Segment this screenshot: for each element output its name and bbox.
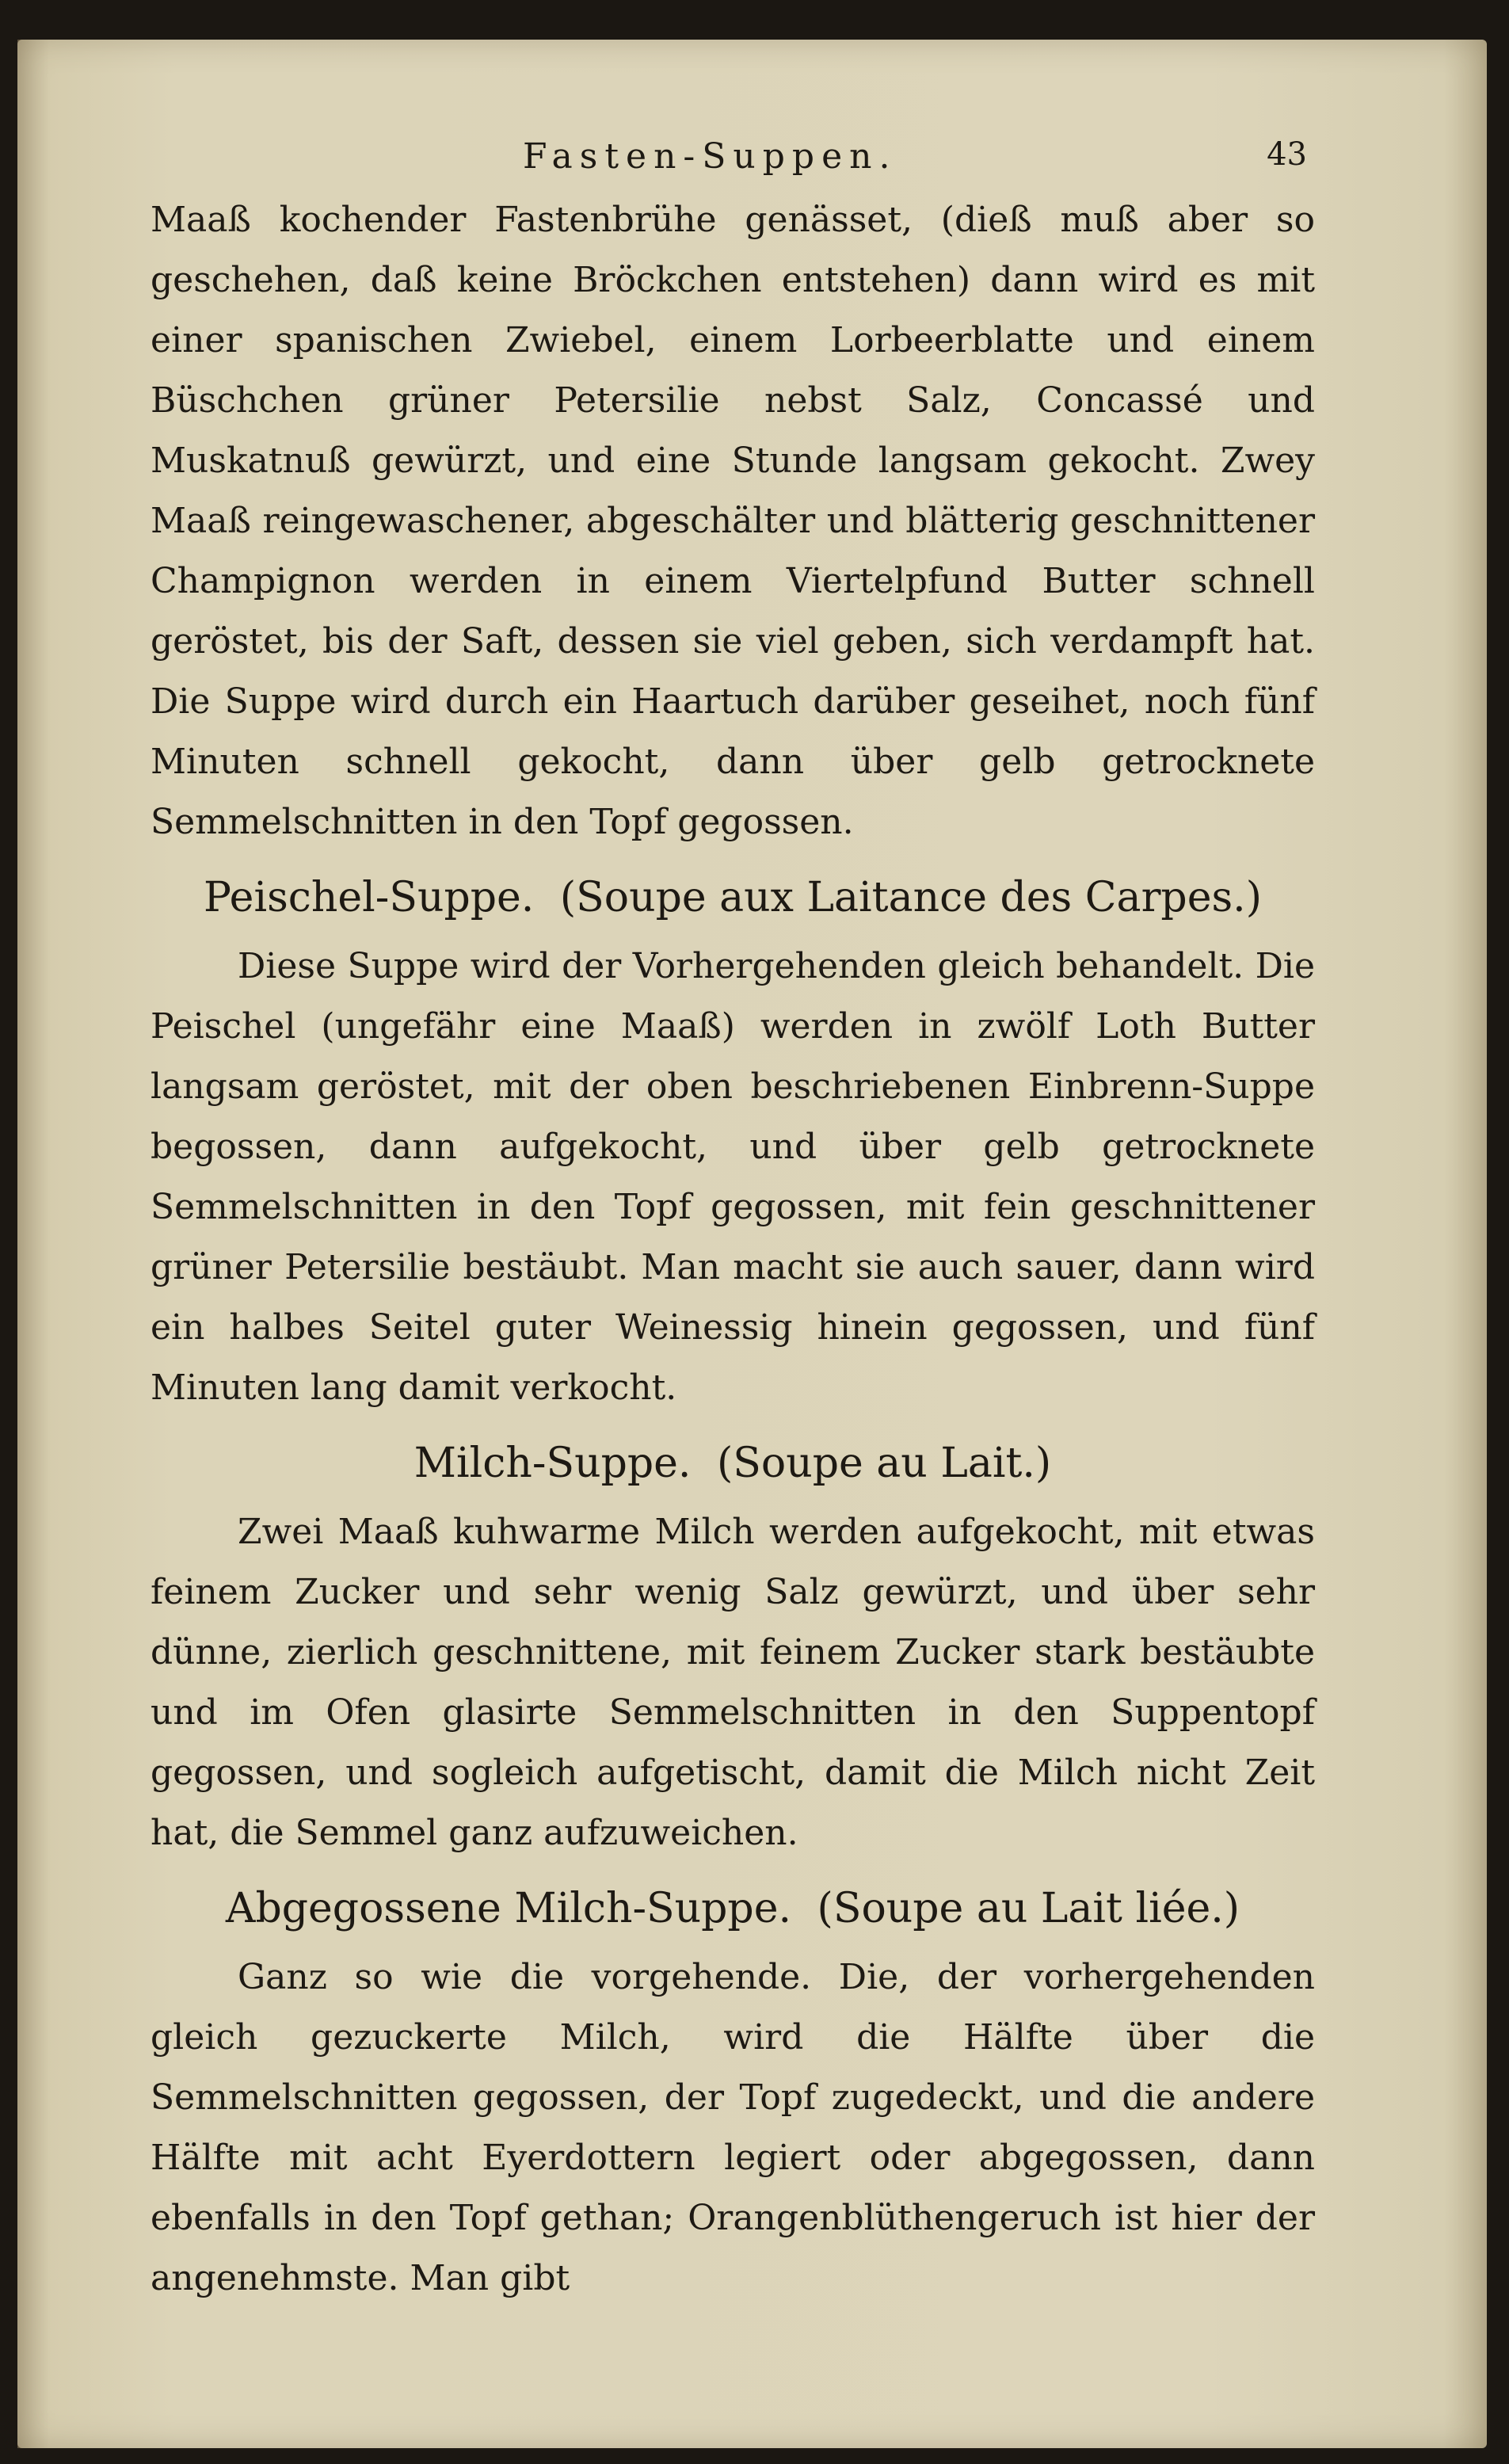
intro-paragraph: Maaß kochender Fastenbrühe genässet, (dieß muß aber so geschehen, daß keine Bröckchen entstehen) dann wird es mit einer spanischen Zwiebel, einem Lorbeerblatte und einem Büschchen grüner Petersilie nebst Salz, Concassé und Muskatnuß gewürzt, und eine Stunde langsam gekocht. Zwey Maaß reingewaschener, abgeschälter und blätterig geschnittener Champignon werden in einem Viertelpfund Butter schnell geröstet, bis der Saft, dessen sie viel geben, sich verdampft hat. Die Suppe wird durch ein Haartuch darüber geseihet, noch fünf Minuten schnell gekocht, dann über gelb getrocknete Semmelschnitten in den Topf gegossen. (151, 200, 1315, 842)
heading-french: (Soupe au Lait liée.) (817, 1885, 1240, 1932)
paragraph-text: Diese Suppe wird der Vorhergehenden gleich behandelt. Die Peischel (ungefähr eine Maaß) werden in zwölf Loth Butter langsam geröstet, mit der oben beschriebenen Einbrenn-Suppe begossen, dann aufgekocht, und über gelb getrocknete Semmelschnitten in den Topf gegossen, mit fein geschnittener grüner Petersilie bestäubt. Man macht sie auch sauer, dann wird ein halbes Seitel guter Weinessig hinein gegossen, und fünf Minuten lang damit verkocht. (151, 946, 1315, 1408)
section-text-peischel (151, 936, 1315, 1418)
section-heading-peischel (151, 867, 1315, 929)
section-text-milch (151, 1502, 1315, 1863)
running-header (151, 127, 1315, 190)
page-text (151, 127, 1315, 2309)
paragraph-text: Zwei Maaß kuhwarme Milch werden aufgekocht, mit etwas feinem Zucker und sehr wenig Salz gewürzt, und über sehr dünne, zierlich geschnittene, mit feinem Zucker stark bestäubte und im Ofen glasirte Semmelschnitten in den Suppentopf gegossen, und sogleich aufgetischt, damit die Milch nicht Zeit hat, die Semmel ganz aufzuweichen. (151, 1512, 1315, 1853)
section-text-abgegossene (151, 1947, 1315, 2309)
heading-french: (Soupe au Lait.) (717, 1440, 1052, 1487)
heading-german: Abgegossene Milch-Suppe. (225, 1885, 792, 1932)
section-heading-milch (151, 1432, 1315, 1494)
paragraph-text: Ganz so wie die vorgehende. Die, der vorhergehenden gleich gezuckerte Milch, wird die Hälfte über die Semmelschnitten gegossen, der Topf zugedeckt, und die andere Hälfte mit acht Eyerdottern legiert oder abgegossen, dann ebenfalls in den Topf gethan; Orangenblüthengeruch ist hier der angenehmste. Man gibt (151, 1957, 1315, 2298)
page-number: 43 (1267, 136, 1307, 173)
heading-german: Peischel-Suppe. (204, 874, 535, 921)
heading-french: (Soupe aux Laitance des Carpes.) (559, 874, 1262, 921)
running-title: Fasten-Suppen. (523, 136, 897, 177)
heading-german: Milch-Suppe. (413, 1440, 692, 1487)
section-heading-abgegossene (151, 1878, 1315, 1940)
